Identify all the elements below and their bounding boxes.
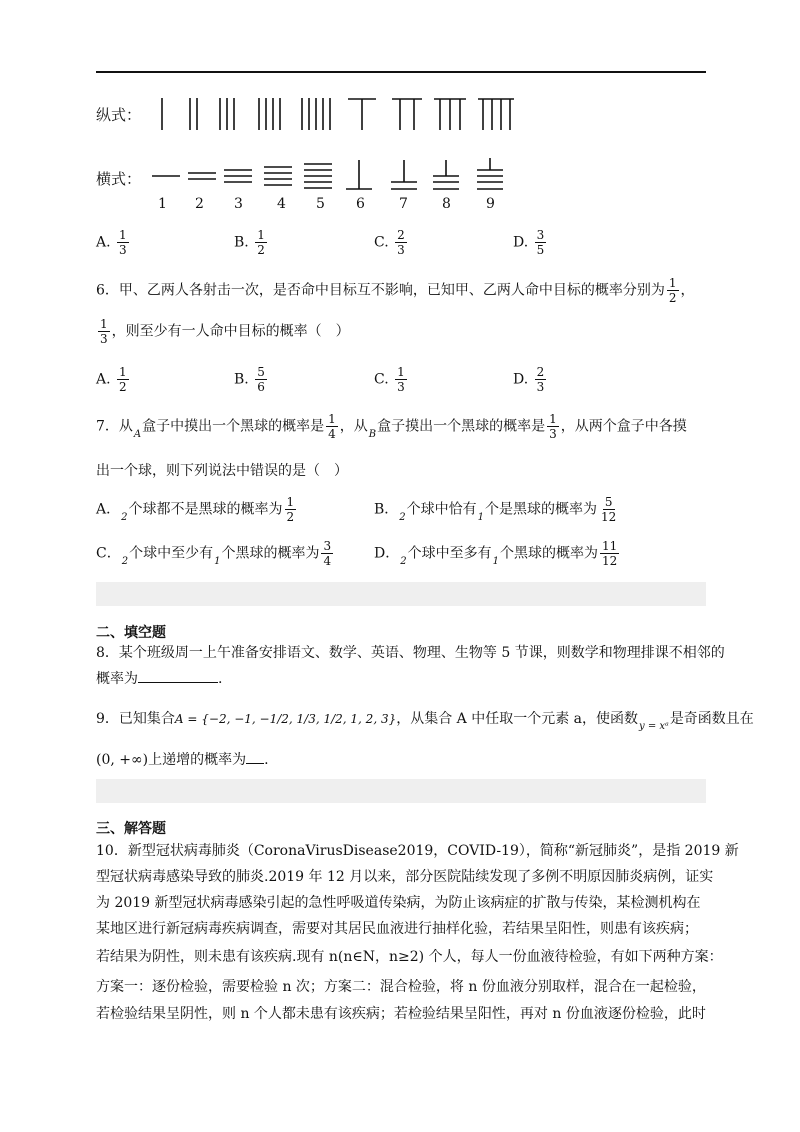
fraction: $\frac{1}{2}$ bbox=[257, 228, 265, 257]
q6-option-c[interactable]: C. $\frac{1}{3}$ bbox=[374, 365, 405, 394]
q7-option-a[interactable]: A．$_2$个球都不是黑球的概率为 $\frac{1}{2}$ bbox=[96, 495, 295, 524]
q10-line: 若结果为阴性，则未患有该疾病.现有 n(n∈N，n≥2) 个人，每人一份血液待检验，有如下两种方案： bbox=[96, 949, 723, 965]
q7-stem: 7．从$_A$盒子中摸出一个黑球的概率是 $\frac{1}{4}$ ，从$_B$盒子摸出一个黑球的概率是 $\frac{1}{3}$ ，从两个盒子中各摸 bbox=[96, 412, 687, 441]
q7-option-c[interactable]: C．$_2$个球中至少有$_1$个黑球的概率为 $\frac{3}{4}$ bbox=[96, 539, 332, 568]
q6-option-d[interactable]: D. $\frac{2}{3}$ bbox=[513, 365, 545, 394]
q6-stem: 6．甲、乙两人各射击一次，是否命中目标互不影响，已知甲、乙两人命中目标的概率分别为 $\frac{1}{2}$ ， bbox=[96, 276, 695, 305]
top-rule bbox=[96, 71, 706, 73]
q9-stem: 9．已知集合A = {−2, −1, −1/2, 1/3, 1/2, 1, 2, 3}，从集合 A 中任取一个元素 a，使函数$_{y = xᵃ}$是奇函数且在 bbox=[96, 711, 754, 732]
q9-stem-cont: (0, +∞)上递增的概率为 . bbox=[96, 752, 269, 768]
q7-option-d[interactable]: D．$_2$个球中至多有$_1$个黑球的概率为 $\frac{11}{12}$ bbox=[374, 539, 618, 568]
section-divider bbox=[96, 582, 706, 606]
fraction: $\frac{2}{3}$ bbox=[397, 228, 405, 257]
q5-option-a[interactable]: A. $\frac{1}{3}$ bbox=[96, 228, 127, 257]
q10-line: 10．新型冠状病毒肺炎（CoronaVirusDisease2019，COVID-19），简称“新冠肺炎”，是指 2019 新 bbox=[96, 843, 739, 859]
q7-stem-cont: 出一个球，则下列说法中错误的是（ ） bbox=[96, 463, 348, 479]
q10-line: 某地区进行新冠病毒疾病调查，需要对其居民血液进行抽样化验，若结果呈阳性，则患有该疾病； bbox=[96, 921, 698, 937]
digit-4: 4 bbox=[277, 196, 286, 212]
horizontal-label: 横式： bbox=[96, 170, 142, 188]
vertical-label: 纵式： bbox=[96, 106, 142, 124]
q5-option-b[interactable]: B. $\frac{1}{2}$ bbox=[234, 228, 265, 257]
answer-blank[interactable] bbox=[246, 751, 264, 764]
section-2-title: 二、填空题 bbox=[96, 625, 166, 641]
vertical-rod-numerals bbox=[150, 95, 520, 135]
answer-blank[interactable] bbox=[138, 670, 218, 683]
q10-line: 型冠状病毒感染导致的肺炎.2019 年 12 月以来，部分医院陆续发现了多例不明原因肺炎病例，证实 bbox=[96, 869, 714, 885]
digit-7: 7 bbox=[399, 196, 408, 212]
q10-line: 方案一：逐份检验，需要检验 n 次；方案二：混合检验，将 n 份血液分别取样，混合在一起检验， bbox=[96, 979, 706, 995]
digit-2: 2 bbox=[195, 196, 204, 212]
q6-option-a[interactable]: A. $\frac{1}{2}$ bbox=[96, 365, 127, 394]
horizontal-rod-numerals bbox=[150, 156, 520, 196]
q6-option-b[interactable]: B. $\frac{5}{6}$ bbox=[234, 365, 265, 394]
digit-8: 8 bbox=[442, 196, 451, 212]
digit-3: 3 bbox=[234, 196, 243, 212]
digit-1: 1 bbox=[158, 196, 167, 212]
q5-option-c[interactable]: C. $\frac{2}{3}$ bbox=[374, 228, 405, 257]
q8-stem-cont: 概率为 . bbox=[96, 671, 223, 687]
section-3-title: 三、解答题 bbox=[96, 821, 166, 837]
q8-stem: 8．某个班级周一上午准备安排语文、数学、英语、物理、生物等 5 节课，则数学和物理排课不相邻的 bbox=[96, 645, 725, 661]
q6-stem-cont: $\frac{1}{3}$ ，则至少有一人命中目标的概率（ ） bbox=[100, 317, 350, 346]
fraction: $\frac{3}{5}$ bbox=[536, 228, 545, 257]
q7-option-b[interactable]: B．$_2$个球中恰有$_1$个是黑球的概率为 $\frac{5}{12}$ bbox=[374, 495, 617, 524]
q5-option-d[interactable]: D. $\frac{3}{5}$ bbox=[513, 228, 545, 257]
section-divider bbox=[96, 779, 706, 803]
q10-line: 若检验结果呈阴性，则 n 个人都未患有该疾病；若检验结果呈阳性，再对 n 份血液逐份检验，此时 bbox=[96, 1006, 706, 1022]
q10-line: 为 2019 新型冠状病毒感染引起的急性呼吸道传染病，为防止该病症的扩散与传染，某检测机构在 bbox=[96, 895, 701, 911]
digit-6: 6 bbox=[356, 196, 365, 212]
fraction: $\frac{1}{3}$ bbox=[119, 228, 127, 257]
digit-5: 5 bbox=[316, 196, 325, 212]
digit-9: 9 bbox=[486, 196, 495, 212]
